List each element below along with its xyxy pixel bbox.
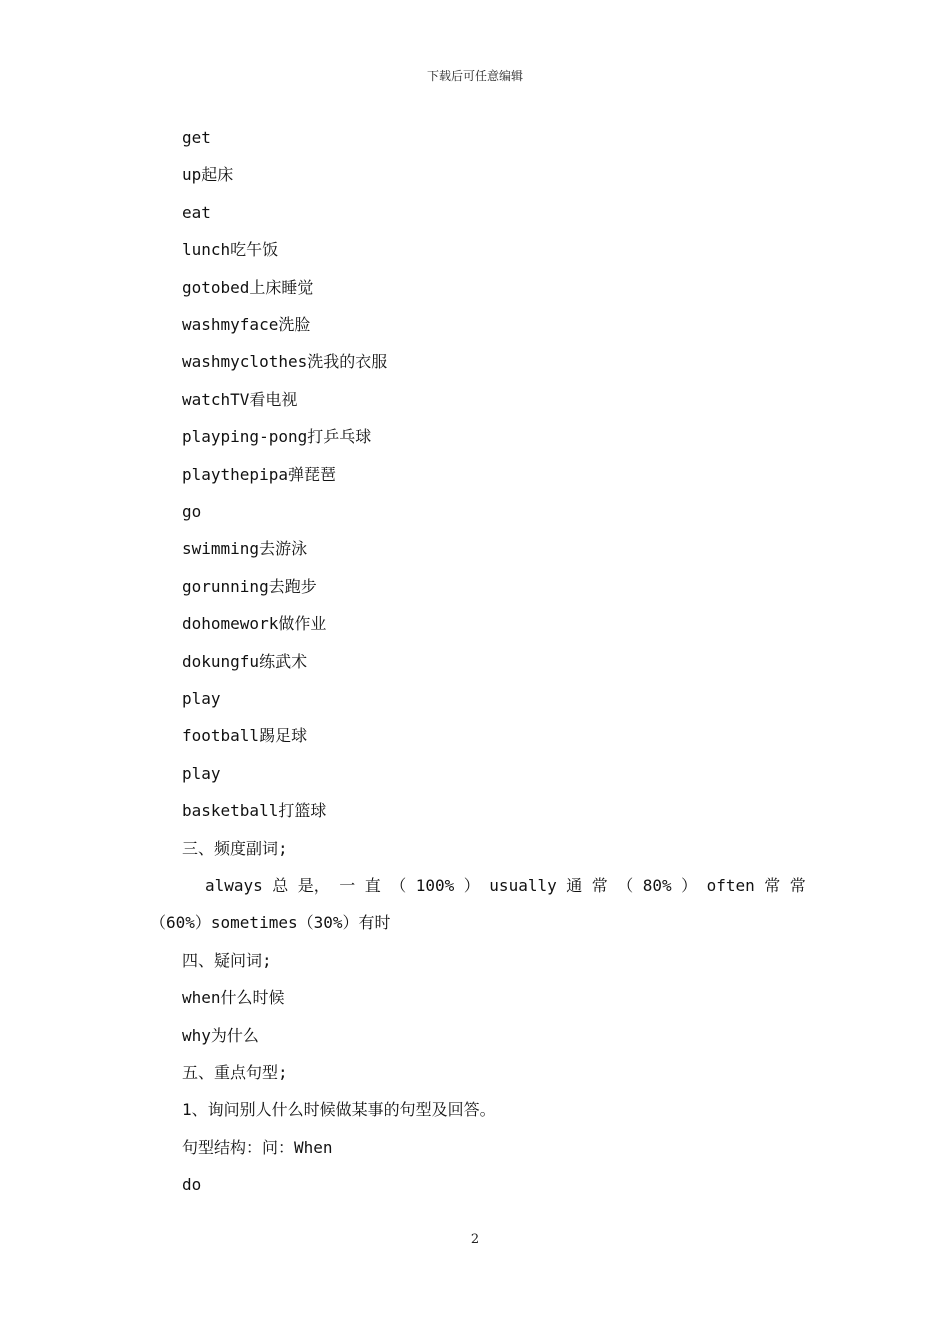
frequency-adverbs-line	[205, 876, 806, 896]
frequency-token: 通	[566, 876, 583, 895]
text-line: washmyface洗脸	[182, 315, 311, 334]
frequency-token: ）	[681, 876, 698, 895]
text-line: dokungfu练武术	[182, 651, 308, 671]
text-line: do	[182, 1175, 202, 1195]
frequency-token: 是，	[297, 876, 330, 895]
text-line: when什么时候	[182, 988, 285, 1008]
frequency-token: （	[617, 876, 634, 895]
frequency-token: （	[390, 876, 407, 895]
text-line: lunch吃午饭	[182, 240, 279, 260]
text-line: playping-pong打乒乓球	[182, 427, 372, 447]
text-line: up起床	[182, 165, 234, 185]
frequency-token: 直	[364, 876, 381, 895]
text-line: eat	[182, 202, 211, 222]
text-line: 三、频度副词;	[182, 838, 288, 858]
frequency-token: 常	[764, 876, 781, 895]
text-line: why为什么	[182, 1025, 259, 1045]
frequency-token: 总	[272, 876, 289, 895]
frequency-token: usually	[489, 876, 557, 895]
frequency-token: 一	[339, 876, 356, 895]
text-line: 四、疑问词;	[182, 950, 272, 970]
text-line: football踢足球	[182, 726, 308, 746]
text-line: watchTV看电视	[182, 389, 298, 409]
text-line: playthepipa弹琵琶	[182, 464, 336, 484]
text-line: gotobed上床睡觉	[182, 277, 314, 297]
frequency-token: 常	[789, 876, 806, 895]
text-line: swimming去游泳	[182, 539, 308, 559]
text-line: play	[182, 763, 221, 783]
frequency-token: ）	[463, 876, 480, 895]
page-number: 2	[470, 1232, 480, 1247]
frequency-token: always	[205, 876, 263, 895]
text-line: basketball打篮球	[182, 801, 327, 821]
text-line: dohomework做作业	[182, 614, 327, 634]
frequency-token: 常	[591, 876, 608, 895]
text-line: play	[182, 689, 221, 708]
text-line: 1、询问别人什么时候做某事的句型及回答。	[182, 1100, 496, 1120]
page-header: 下载后可任意编辑	[426, 69, 523, 83]
text-line: 句型结构：问：When	[182, 1137, 333, 1157]
text-line: go	[182, 502, 202, 521]
frequency-adverbs-continued: （60%）sometimes（30%）有时	[150, 913, 391, 933]
frequency-token: 100%	[415, 876, 455, 895]
text-line: gorunning去跑步	[182, 576, 317, 596]
text-line: get	[182, 128, 211, 147]
text-line: washmyclothes洗我的衣服	[182, 352, 388, 372]
frequency-token: often	[706, 876, 755, 895]
text-line: 五、重点句型;	[182, 1063, 288, 1082]
frequency-token: 80%	[642, 876, 672, 895]
